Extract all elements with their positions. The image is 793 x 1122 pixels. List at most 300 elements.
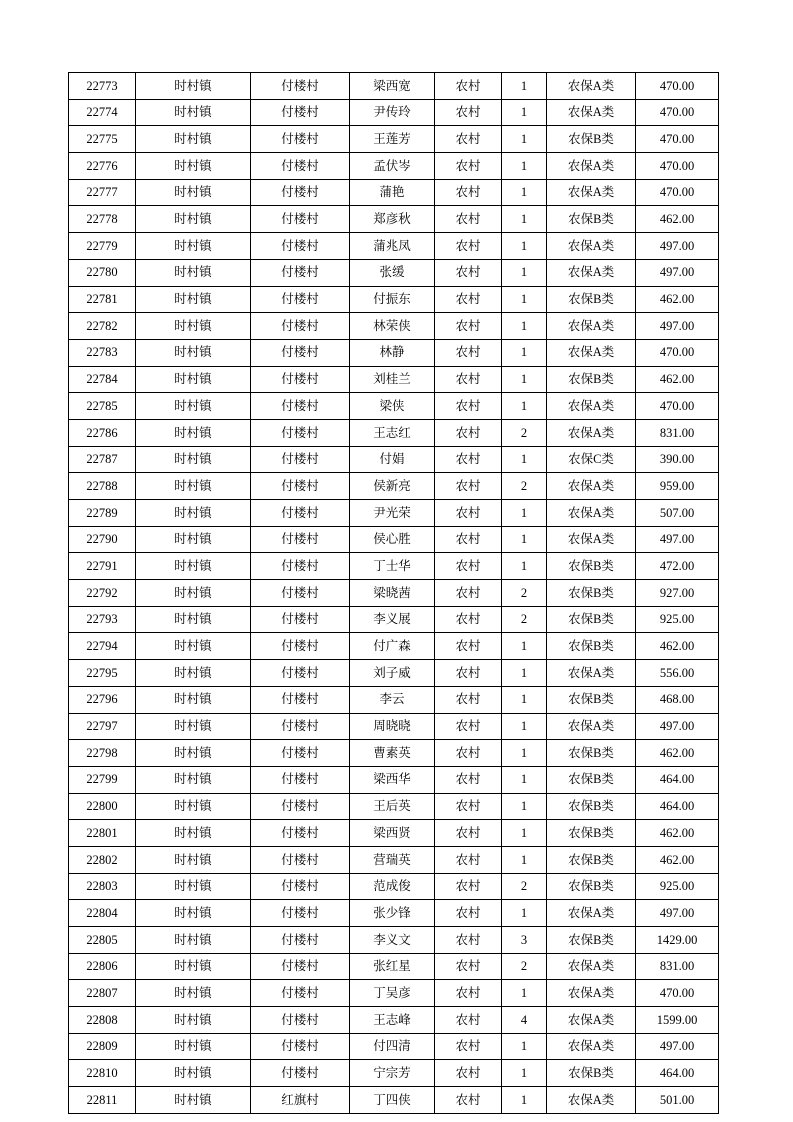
cell-village: 付楼村	[251, 179, 350, 206]
cell-count: 2	[502, 953, 547, 980]
cell-town: 时村镇	[136, 259, 251, 286]
cell-type: 农村	[435, 766, 502, 793]
cell-category: 农保A类	[547, 500, 636, 527]
cell-category: 农保A类	[547, 526, 636, 553]
table-row	[69, 580, 719, 607]
cell-count: 1	[502, 980, 547, 1007]
cell-category: 农保B类	[547, 580, 636, 607]
cell-count: 2	[502, 606, 547, 633]
table-row	[69, 1087, 719, 1114]
cell-village: 付楼村	[251, 580, 350, 607]
cell-name: 丁士华	[350, 553, 435, 580]
cell-village: 付楼村	[251, 953, 350, 980]
table-row	[69, 766, 719, 793]
cell-town: 时村镇	[136, 179, 251, 206]
table-row	[69, 606, 719, 633]
cell-id: 22774	[69, 99, 136, 126]
cell-type: 农村	[435, 606, 502, 633]
cell-town: 时村镇	[136, 553, 251, 580]
cell-amount: 497.00	[636, 313, 719, 340]
cell-id: 22804	[69, 900, 136, 927]
cell-type: 农村	[435, 233, 502, 260]
cell-type: 农村	[435, 366, 502, 393]
cell-village: 付楼村	[251, 766, 350, 793]
cell-type: 农村	[435, 339, 502, 366]
cell-count: 1	[502, 206, 547, 233]
cell-type: 农村	[435, 500, 502, 527]
cell-id: 22800	[69, 793, 136, 820]
cell-amount: 468.00	[636, 686, 719, 713]
cell-name: 尹传玲	[350, 99, 435, 126]
table-row	[69, 206, 719, 233]
cell-count: 1	[502, 633, 547, 660]
cell-category: 农保A类	[547, 900, 636, 927]
cell-amount: 470.00	[636, 99, 719, 126]
cell-category: 农保A类	[547, 953, 636, 980]
cell-count: 1	[502, 500, 547, 527]
table-row	[69, 126, 719, 153]
cell-name: 张红星	[350, 953, 435, 980]
cell-town: 时村镇	[136, 980, 251, 1007]
cell-village: 付楼村	[251, 393, 350, 420]
cell-count: 1	[502, 313, 547, 340]
cell-town: 时村镇	[136, 1033, 251, 1060]
cell-village: 付楼村	[251, 286, 350, 313]
cell-town: 时村镇	[136, 366, 251, 393]
cell-name: 林荣侠	[350, 313, 435, 340]
cell-count: 1	[502, 99, 547, 126]
cell-town: 时村镇	[136, 73, 251, 100]
table-row	[69, 446, 719, 473]
cell-count: 1	[502, 1060, 547, 1087]
cell-count: 2	[502, 419, 547, 446]
cell-town: 时村镇	[136, 686, 251, 713]
cell-type: 农村	[435, 980, 502, 1007]
cell-village: 付楼村	[251, 153, 350, 180]
cell-amount: 470.00	[636, 153, 719, 180]
cell-town: 时村镇	[136, 313, 251, 340]
cell-id: 22782	[69, 313, 136, 340]
table-row	[69, 633, 719, 660]
table-row	[69, 927, 719, 954]
cell-id: 22809	[69, 1033, 136, 1060]
cell-name: 周晓晓	[350, 713, 435, 740]
cell-village: 付楼村	[251, 206, 350, 233]
cell-name: 蒲艳	[350, 179, 435, 206]
cell-count: 3	[502, 927, 547, 954]
cell-type: 农村	[435, 206, 502, 233]
cell-town: 时村镇	[136, 580, 251, 607]
cell-id: 22792	[69, 580, 136, 607]
cell-name: 付振东	[350, 286, 435, 313]
cell-amount: 472.00	[636, 553, 719, 580]
cell-count: 1	[502, 446, 547, 473]
cell-amount: 464.00	[636, 793, 719, 820]
cell-type: 农村	[435, 846, 502, 873]
cell-amount: 927.00	[636, 580, 719, 607]
cell-id: 22796	[69, 686, 136, 713]
cell-village: 付楼村	[251, 1033, 350, 1060]
cell-category: 农保A类	[547, 660, 636, 687]
cell-count: 1	[502, 286, 547, 313]
cell-village: 红旗村	[251, 1087, 350, 1114]
cell-type: 农村	[435, 793, 502, 820]
table-row	[69, 153, 719, 180]
cell-town: 时村镇	[136, 339, 251, 366]
table-row	[69, 900, 719, 927]
cell-count: 1	[502, 686, 547, 713]
cell-amount: 462.00	[636, 846, 719, 873]
cell-type: 农村	[435, 446, 502, 473]
cell-category: 农保A类	[547, 313, 636, 340]
cell-type: 农村	[435, 900, 502, 927]
cell-category: 农保B类	[547, 927, 636, 954]
cell-type: 农村	[435, 313, 502, 340]
subsidy-table	[68, 72, 719, 1114]
cell-town: 时村镇	[136, 846, 251, 873]
cell-town: 时村镇	[136, 446, 251, 473]
cell-id: 22788	[69, 473, 136, 500]
cell-type: 农村	[435, 99, 502, 126]
cell-category: 农保B类	[547, 820, 636, 847]
cell-category: 农保A类	[547, 419, 636, 446]
table-row	[69, 259, 719, 286]
cell-village: 付楼村	[251, 873, 350, 900]
cell-name: 刘子威	[350, 660, 435, 687]
cell-name: 郑彦秋	[350, 206, 435, 233]
table-row	[69, 393, 719, 420]
cell-type: 农村	[435, 927, 502, 954]
cell-village: 付楼村	[251, 126, 350, 153]
cell-village: 付楼村	[251, 473, 350, 500]
cell-count: 2	[502, 873, 547, 900]
cell-village: 付楼村	[251, 99, 350, 126]
cell-category: 农保A类	[547, 179, 636, 206]
cell-category: 农保B类	[547, 846, 636, 873]
cell-id: 22794	[69, 633, 136, 660]
cell-village: 付楼村	[251, 446, 350, 473]
cell-category: 农保A类	[547, 473, 636, 500]
table-row	[69, 73, 719, 100]
cell-category: 农保A类	[547, 73, 636, 100]
cell-category: 农保B类	[547, 366, 636, 393]
table-row	[69, 980, 719, 1007]
cell-name: 梁西宽	[350, 73, 435, 100]
cell-category: 农保A类	[547, 153, 636, 180]
cell-category: 农保A类	[547, 259, 636, 286]
cell-count: 1	[502, 366, 547, 393]
cell-name: 丁吴彦	[350, 980, 435, 1007]
cell-count: 1	[502, 740, 547, 767]
cell-type: 农村	[435, 153, 502, 180]
cell-id: 22785	[69, 393, 136, 420]
cell-category: 农保B类	[547, 633, 636, 660]
cell-name: 梁西华	[350, 766, 435, 793]
table-row	[69, 553, 719, 580]
cell-town: 时村镇	[136, 99, 251, 126]
cell-id: 22786	[69, 419, 136, 446]
cell-type: 农村	[435, 740, 502, 767]
cell-count: 1	[502, 793, 547, 820]
cell-town: 时村镇	[136, 953, 251, 980]
cell-type: 农村	[435, 126, 502, 153]
cell-name: 王志红	[350, 419, 435, 446]
cell-count: 1	[502, 526, 547, 553]
cell-town: 时村镇	[136, 153, 251, 180]
table-row	[69, 1007, 719, 1034]
table-row	[69, 233, 719, 260]
table-row	[69, 339, 719, 366]
cell-name: 付广森	[350, 633, 435, 660]
cell-amount: 464.00	[636, 1060, 719, 1087]
cell-count: 1	[502, 900, 547, 927]
cell-amount: 470.00	[636, 179, 719, 206]
cell-count: 1	[502, 73, 547, 100]
cell-type: 农村	[435, 953, 502, 980]
cell-count: 1	[502, 339, 547, 366]
cell-count: 1	[502, 153, 547, 180]
cell-amount: 497.00	[636, 259, 719, 286]
cell-town: 时村镇	[136, 713, 251, 740]
cell-id: 22799	[69, 766, 136, 793]
cell-name: 营瑞英	[350, 846, 435, 873]
table-row	[69, 740, 719, 767]
cell-count: 1	[502, 820, 547, 847]
cell-amount: 464.00	[636, 766, 719, 793]
cell-village: 付楼村	[251, 820, 350, 847]
cell-town: 时村镇	[136, 633, 251, 660]
cell-town: 时村镇	[136, 873, 251, 900]
cell-amount: 462.00	[636, 366, 719, 393]
cell-amount: 497.00	[636, 1033, 719, 1060]
cell-village: 付楼村	[251, 1060, 350, 1087]
cell-name: 曹素英	[350, 740, 435, 767]
cell-type: 农村	[435, 1060, 502, 1087]
table-row	[69, 953, 719, 980]
cell-amount: 470.00	[636, 126, 719, 153]
cell-category: 农保A类	[547, 233, 636, 260]
cell-village: 付楼村	[251, 419, 350, 446]
cell-amount: 1429.00	[636, 927, 719, 954]
cell-name: 付娟	[350, 446, 435, 473]
cell-type: 农村	[435, 660, 502, 687]
cell-type: 农村	[435, 873, 502, 900]
cell-town: 时村镇	[136, 793, 251, 820]
cell-amount: 470.00	[636, 73, 719, 100]
table-row	[69, 686, 719, 713]
cell-count: 1	[502, 259, 547, 286]
table-row	[69, 713, 719, 740]
cell-type: 农村	[435, 419, 502, 446]
cell-town: 时村镇	[136, 500, 251, 527]
table-row	[69, 99, 719, 126]
cell-type: 农村	[435, 259, 502, 286]
cell-village: 付楼村	[251, 740, 350, 767]
cell-amount: 390.00	[636, 446, 719, 473]
cell-id: 22810	[69, 1060, 136, 1087]
cell-category: 农保B类	[547, 126, 636, 153]
cell-name: 梁西贤	[350, 820, 435, 847]
cell-amount: 1599.00	[636, 1007, 719, 1034]
cell-amount: 462.00	[636, 740, 719, 767]
cell-type: 农村	[435, 526, 502, 553]
cell-type: 农村	[435, 286, 502, 313]
cell-name: 尹光荣	[350, 500, 435, 527]
table-row	[69, 873, 719, 900]
cell-village: 付楼村	[251, 73, 350, 100]
cell-id: 22802	[69, 846, 136, 873]
cell-category: 农保B类	[547, 553, 636, 580]
cell-amount: 462.00	[636, 633, 719, 660]
cell-amount: 497.00	[636, 713, 719, 740]
cell-id: 22811	[69, 1087, 136, 1114]
cell-id: 22806	[69, 953, 136, 980]
table-row	[69, 660, 719, 687]
table-row	[69, 820, 719, 847]
cell-category: 农保B类	[547, 286, 636, 313]
cell-village: 付楼村	[251, 526, 350, 553]
cell-village: 付楼村	[251, 793, 350, 820]
cell-town: 时村镇	[136, 927, 251, 954]
cell-amount: 462.00	[636, 286, 719, 313]
cell-type: 农村	[435, 553, 502, 580]
cell-name: 梁晓茜	[350, 580, 435, 607]
cell-category: 农保B类	[547, 793, 636, 820]
cell-village: 付楼村	[251, 900, 350, 927]
cell-id: 22778	[69, 206, 136, 233]
cell-count: 1	[502, 1033, 547, 1060]
cell-amount: 462.00	[636, 820, 719, 847]
cell-category: 农保B类	[547, 686, 636, 713]
cell-type: 农村	[435, 1007, 502, 1034]
cell-amount: 497.00	[636, 233, 719, 260]
cell-village: 付楼村	[251, 500, 350, 527]
table-row	[69, 366, 719, 393]
cell-village: 付楼村	[251, 553, 350, 580]
cell-name: 李云	[350, 686, 435, 713]
cell-count: 1	[502, 553, 547, 580]
cell-amount: 556.00	[636, 660, 719, 687]
cell-category: 农保A类	[547, 99, 636, 126]
cell-category: 农保B类	[547, 206, 636, 233]
cell-village: 付楼村	[251, 259, 350, 286]
cell-town: 时村镇	[136, 820, 251, 847]
cell-category: 农保A类	[547, 393, 636, 420]
cell-name: 林静	[350, 339, 435, 366]
cell-id: 22779	[69, 233, 136, 260]
cell-type: 农村	[435, 580, 502, 607]
cell-id: 22787	[69, 446, 136, 473]
cell-type: 农村	[435, 713, 502, 740]
cell-id: 22790	[69, 526, 136, 553]
cell-id: 22783	[69, 339, 136, 366]
table-row	[69, 526, 719, 553]
cell-amount: 470.00	[636, 980, 719, 1007]
cell-name: 刘桂兰	[350, 366, 435, 393]
cell-category: 农保C类	[547, 446, 636, 473]
cell-count: 1	[502, 179, 547, 206]
cell-type: 农村	[435, 73, 502, 100]
cell-id: 22793	[69, 606, 136, 633]
cell-id: 22773	[69, 73, 136, 100]
cell-category: 农保B类	[547, 1060, 636, 1087]
cell-id: 22789	[69, 500, 136, 527]
cell-category: 农保A类	[547, 1007, 636, 1034]
cell-id: 22807	[69, 980, 136, 1007]
cell-town: 时村镇	[136, 766, 251, 793]
cell-amount: 497.00	[636, 900, 719, 927]
cell-category: 农保A类	[547, 713, 636, 740]
cell-village: 付楼村	[251, 633, 350, 660]
cell-town: 时村镇	[136, 473, 251, 500]
cell-amount: 501.00	[636, 1087, 719, 1114]
table-row	[69, 1033, 719, 1060]
cell-count: 1	[502, 233, 547, 260]
cell-village: 付楼村	[251, 313, 350, 340]
cell-name: 张缓	[350, 259, 435, 286]
cell-count: 1	[502, 126, 547, 153]
cell-town: 时村镇	[136, 740, 251, 767]
cell-amount: 470.00	[636, 393, 719, 420]
cell-amount: 925.00	[636, 873, 719, 900]
cell-town: 时村镇	[136, 606, 251, 633]
cell-name: 蒲兆凤	[350, 233, 435, 260]
cell-name: 付四清	[350, 1033, 435, 1060]
cell-id: 22795	[69, 660, 136, 687]
cell-village: 付楼村	[251, 980, 350, 1007]
table-row	[69, 313, 719, 340]
cell-name: 李义文	[350, 927, 435, 954]
cell-count: 2	[502, 580, 547, 607]
cell-town: 时村镇	[136, 393, 251, 420]
cell-type: 农村	[435, 1033, 502, 1060]
cell-count: 1	[502, 713, 547, 740]
cell-amount: 470.00	[636, 339, 719, 366]
cell-village: 付楼村	[251, 927, 350, 954]
cell-name: 王后英	[350, 793, 435, 820]
cell-type: 农村	[435, 1087, 502, 1114]
cell-town: 时村镇	[136, 1007, 251, 1034]
cell-village: 付楼村	[251, 339, 350, 366]
cell-town: 时村镇	[136, 900, 251, 927]
cell-id: 22777	[69, 179, 136, 206]
table-row	[69, 793, 719, 820]
cell-town: 时村镇	[136, 419, 251, 446]
cell-type: 农村	[435, 179, 502, 206]
cell-id: 22780	[69, 259, 136, 286]
table-row	[69, 286, 719, 313]
cell-town: 时村镇	[136, 526, 251, 553]
cell-name: 侯新亮	[350, 473, 435, 500]
table-row	[69, 419, 719, 446]
table-row	[69, 473, 719, 500]
cell-name: 孟伏岑	[350, 153, 435, 180]
cell-town: 时村镇	[136, 286, 251, 313]
cell-town: 时村镇	[136, 233, 251, 260]
cell-category: 农保B类	[547, 873, 636, 900]
cell-id: 22776	[69, 153, 136, 180]
cell-name: 王志峰	[350, 1007, 435, 1034]
cell-type: 农村	[435, 393, 502, 420]
cell-id: 22805	[69, 927, 136, 954]
cell-amount: 925.00	[636, 606, 719, 633]
cell-type: 农村	[435, 473, 502, 500]
cell-id: 22775	[69, 126, 136, 153]
cell-name: 张少锋	[350, 900, 435, 927]
cell-town: 时村镇	[136, 660, 251, 687]
table-row	[69, 846, 719, 873]
cell-category: 农保B类	[547, 606, 636, 633]
